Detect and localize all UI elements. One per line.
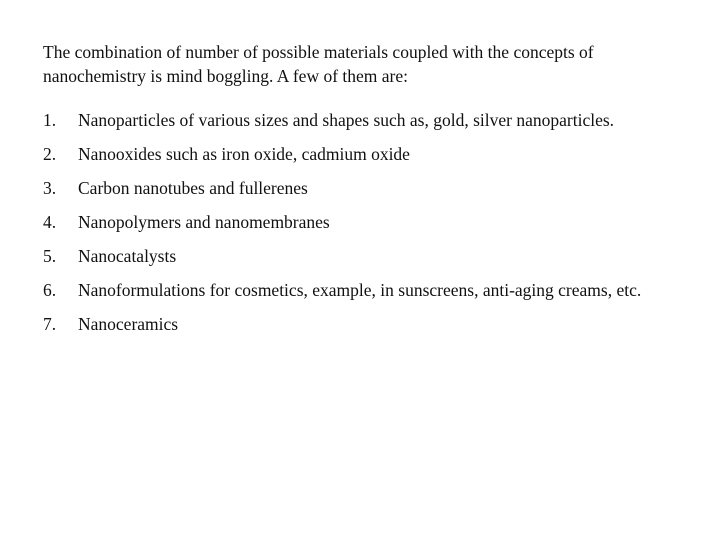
document-page: [43, 40, 673, 346]
list-item-text: Nanooxides such as iron oxide, cadmium oxide: [78, 144, 410, 164]
list-item-text: Nanoformulations for cosmetics, example, in sunscreens, anti-aging creams, etc.: [78, 280, 642, 300]
list-item-number: 5.: [43, 246, 57, 266]
list-item: [43, 244, 673, 268]
list-item: [43, 210, 673, 234]
list-item: [43, 278, 673, 302]
list-item-text: Nanoparticles of various sizes and shapes such as, gold, silver nanoparticles.: [78, 110, 615, 130]
list-item: [43, 142, 673, 166]
list-item-number: 4.: [43, 212, 57, 232]
list-item-number: 1.: [43, 110, 57, 130]
intro-paragraph: The combination of number of possible materials coupled with the concepts of nanochemistry is mind boggling. A few of them are:: [43, 42, 594, 86]
list-item-text: Nanoceramics: [78, 314, 179, 334]
list-item-number: 3.: [43, 178, 57, 198]
list-item: [43, 108, 673, 132]
list-item-number: 6.: [43, 280, 57, 300]
list-item-text: Carbon nanotubes and fullerenes: [78, 178, 308, 198]
list-item-text: Nanocatalysts: [78, 246, 177, 266]
list-item: [43, 312, 673, 336]
list-item-text: Nanopolymers and nanomembranes: [78, 212, 330, 232]
list-item-number: 2.: [43, 144, 57, 164]
materials-list: [43, 108, 673, 336]
list-item: [43, 176, 673, 200]
list-item-number: 7.: [43, 314, 57, 334]
